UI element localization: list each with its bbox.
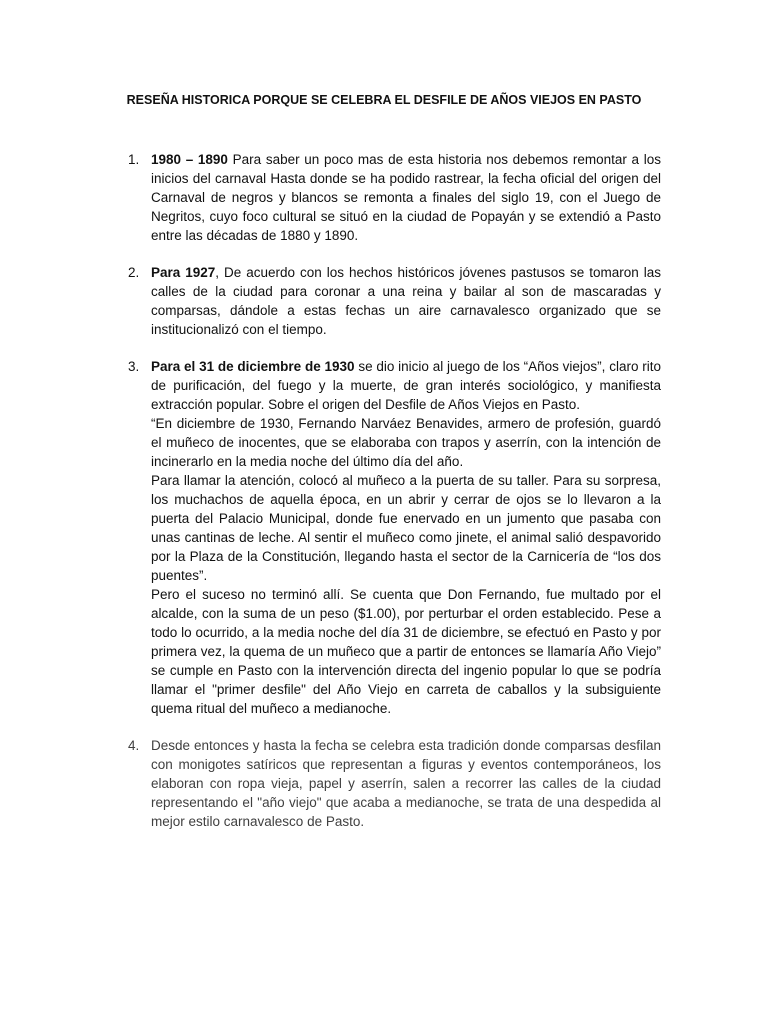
item-lead: Para 1927 xyxy=(151,265,216,280)
item-paragraph xyxy=(151,263,661,339)
list-item-1 xyxy=(0,150,768,245)
history-list xyxy=(0,150,768,831)
item-lead: Para el 31 de diciembre de 1930 xyxy=(151,359,355,374)
item-body xyxy=(151,736,661,831)
list-item-2 xyxy=(0,263,768,339)
item-number: 1. xyxy=(128,152,140,167)
item-lead: 1980 – 1890 xyxy=(151,152,228,167)
item-number: 4. xyxy=(128,738,140,753)
item-paragraph xyxy=(151,357,661,414)
item-body xyxy=(151,357,661,718)
item-number: 2. xyxy=(128,265,140,280)
item-paragraph: Pero el suceso no terminó allí. Se cuenta que Don Fernando, fue multado por el alcalde, con la suma de un peso ($1.00), por perturbar el orden establecido. Pese a todo lo ocurrido, a la media noche del día 31 de diciembre, se efectuó en Pasto y por primera vez, la quema de un muñeco que a partir de entonces se llamaría Año Viejo” se cumple en Pasto con la intervención directa del ingenio popular lo que se podría llamar el "primer desfile" del Año Viejo en carreta de caballos y la subsiguiente quema ritual del muñeco a medianoche. xyxy=(151,587,661,716)
item-paragraph: “En diciembre de 1930, Fernando Narváez Benavides, armero de profesión, guardó el muñeco de inocentes, que se elaboraba con trapos y aserrín, con la intención de incinerarlo en la media noche del último día del año. xyxy=(151,416,661,469)
item-paragraph: Desde entonces y hasta la fecha se celebra esta tradición donde comparsas desfilan con monigotes satíricos que representan a figuras y eventos contemporáneos, los elaboran con ropa vieja, papel y aserrín, salen a recorrer las calles de la ciudad representando el "año viejo" que acaba a medianoche, se trata de una despedida al mejor estilo carnavalesco de Pasto. xyxy=(151,738,661,829)
item-text: se dio inicio al juego de los “Años viejos”, claro rito de purificación, del fuego y la muerte, de gran interés sociológico, y manifiesta extracción popular. Sobre el origen del Desfile de Años Viejos en Pasto. xyxy=(151,359,661,412)
item-number: 3. xyxy=(128,359,140,374)
list-item-4 xyxy=(0,736,768,831)
item-body xyxy=(151,150,661,245)
document-title: RESEÑA HISTORICA PORQUE SE CELEBRA EL DESFILE DE AÑOS VIEJOS EN PASTO xyxy=(126,93,642,107)
item-text: , De acuerdo con los hechos históricos jóvenes pastusos se tomaron las calles de la ciudad para coronar a una reina y bailar al son de mascaradas y comparsas, dándole a estas fechas un aire carnavalesco organizado que se institucionalizó con el tiempo. xyxy=(151,265,662,337)
item-paragraph: Para llamar la atención, colocó al muñeco a la puerta de su taller. Para su sorpresa, los muchachos de aquella época, en un abrir y cerrar de ojos se lo llevaron a la puerta del Palacio Municipal, donde fue enervado en un jumento que pasaba con unas cantinas de leche. Al sentir el muñeco como jinete, el animal salió despavorido por la Plaza de la Constitución, llegando hasta el sector de la Carnicería de “los dos puentes”. xyxy=(151,473,661,583)
item-text: Para saber un poco mas de esta historia nos debemos remontar a los inicios del carnaval Hasta donde se ha podido rastrear, la fecha oficial del origen del Carnaval de negros y blancos se remonta a finales del siglo 19, con el Juego de Negritos, cuyo foco cultural se situó en la ciudad de Popayán y se extendió a Pasto entre las décadas de 1880 y 1890. xyxy=(151,152,661,243)
list-item-3 xyxy=(0,357,768,718)
item-body xyxy=(151,263,661,339)
item-paragraph xyxy=(151,150,661,245)
